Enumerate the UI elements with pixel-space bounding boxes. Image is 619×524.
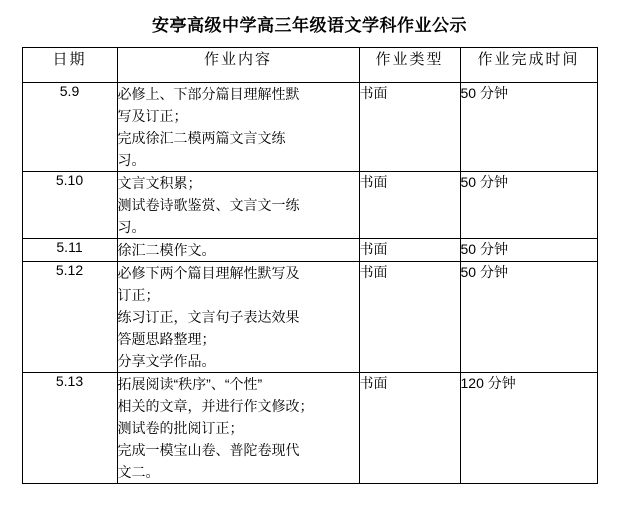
cell-type: 书面 xyxy=(359,239,460,262)
cell-time: 50 分钟 xyxy=(460,83,597,172)
column-header-date: 日期 xyxy=(22,48,117,83)
cell-time: 50 分钟 xyxy=(460,262,597,373)
cell-content xyxy=(117,373,359,484)
content-line: 必修下两个篇目理解性默写及 xyxy=(117,265,300,281)
content-line: 分享文学作品。 xyxy=(117,353,216,369)
cell-content xyxy=(117,172,359,239)
table-row xyxy=(22,262,597,373)
table-row xyxy=(22,239,597,262)
content-line: 完成徐汇二模两篇文言文练 xyxy=(117,130,286,146)
cell-content xyxy=(117,239,359,262)
content-line: 文二。 xyxy=(117,464,160,480)
table-header-row xyxy=(22,48,597,83)
column-header-time: 作业完成时间 xyxy=(460,48,597,83)
content-line: 拓展阅读“秩序”、“个性” xyxy=(117,376,263,392)
content-line: 必修上、下部分篇目理解性默 xyxy=(117,86,300,102)
content-line: 测试卷诗歌鉴赏、文言文一练 xyxy=(117,197,300,213)
table-row xyxy=(22,83,597,172)
cell-time: 50 分钟 xyxy=(460,172,597,239)
column-header-content: 作业内容 xyxy=(117,48,359,83)
content-line: 相关的文章，并进行作文修改； xyxy=(117,398,314,414)
table-row xyxy=(22,172,597,239)
cell-type: 书面 xyxy=(359,172,460,239)
content-line: 完成一模宝山卷、普陀卷现代 xyxy=(117,442,300,458)
homework-table xyxy=(22,47,598,484)
cell-date: 5.11 xyxy=(22,239,117,262)
column-header-type: 作业类型 xyxy=(359,48,460,83)
cell-time: 50 分钟 xyxy=(460,239,597,262)
cell-date: 5.9 xyxy=(22,83,117,172)
cell-type: 书面 xyxy=(359,83,460,172)
table-header xyxy=(22,48,597,83)
cell-time: 120 分钟 xyxy=(460,373,597,484)
content-line: 徐汇二模作文。 xyxy=(117,242,216,258)
cell-type: 书面 xyxy=(359,262,460,373)
content-line: 测试卷的批阅订正； xyxy=(117,420,244,436)
content-line: 文言文积累； xyxy=(117,175,202,191)
cell-type: 书面 xyxy=(359,373,460,484)
content-line: 习。 xyxy=(117,152,146,168)
content-line: 写及订正； xyxy=(117,108,188,124)
table-body xyxy=(22,83,597,484)
cell-date: 5.13 xyxy=(22,373,117,484)
content-line: 习。 xyxy=(117,219,146,235)
cell-content xyxy=(117,262,359,373)
content-line: 答题思路整理； xyxy=(117,331,216,347)
cell-date: 5.12 xyxy=(22,262,117,373)
content-line: 订正； xyxy=(117,287,160,303)
cell-content xyxy=(117,83,359,172)
cell-date: 5.10 xyxy=(22,172,117,239)
content-line: 练习订正，文言句子表达效果 xyxy=(117,309,300,325)
table-row xyxy=(22,373,597,484)
page-title: 安亭高级中学高三年级语文学科作业公示 xyxy=(152,16,467,35)
